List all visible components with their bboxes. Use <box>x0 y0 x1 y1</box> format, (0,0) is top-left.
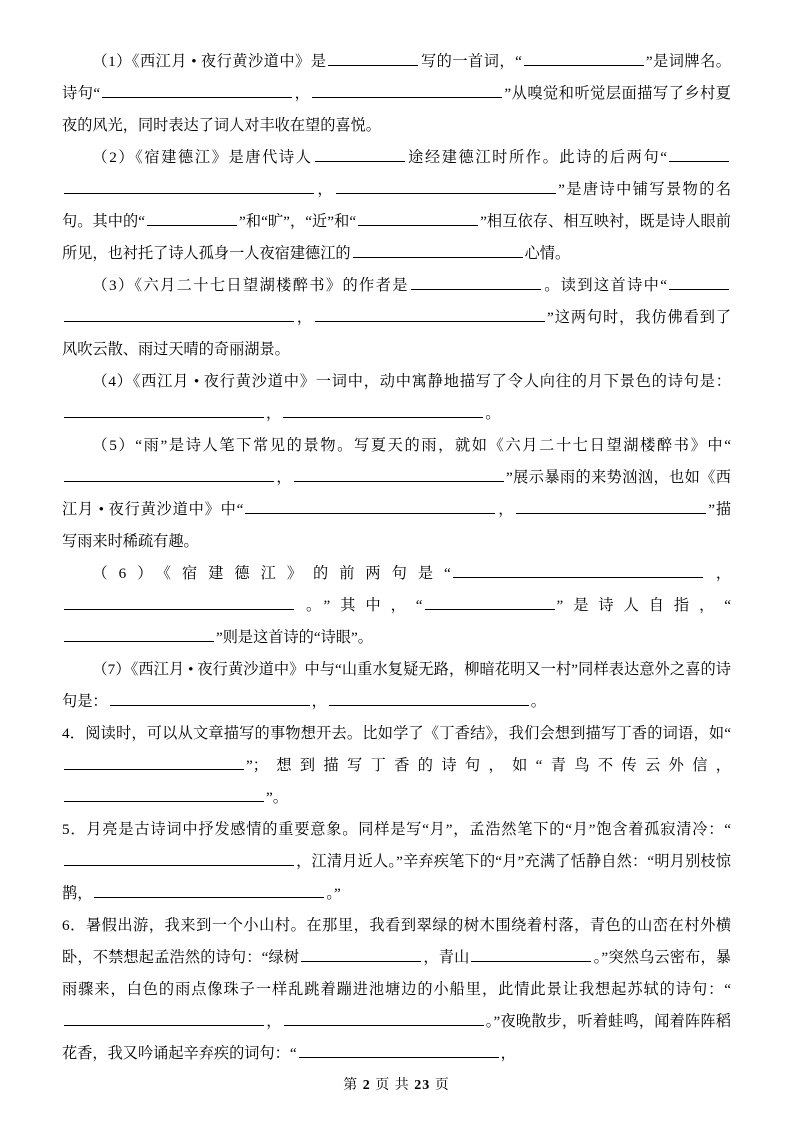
paragraph-text: 。”其中，“ <box>296 597 423 614</box>
answer-blank[interactable] <box>64 177 314 194</box>
paragraph-text: ”这两句时，我仿佛看到了风吹云散、雨过天晴的奇丽湖景。 <box>62 309 732 358</box>
answer-blank[interactable] <box>283 401 483 418</box>
paragraph-text: ”展示暴雨的来势汹汹，也如《西江月 • 夜行黄沙道中》中“ <box>62 469 731 518</box>
answer-blank[interactable] <box>524 49 644 66</box>
answer-blank[interactable] <box>411 273 541 290</box>
paragraph-text: ”。 <box>266 789 288 806</box>
paragraph-text: ， <box>316 181 335 198</box>
answer-blank[interactable] <box>516 497 706 514</box>
paragraph-text: ”相互依存、相互映衬，既是诗人眼前所见，也衬托了诗人孤身一人夜宿建德江的 <box>62 213 731 262</box>
paragraph-text: ， <box>294 85 311 102</box>
paragraph-text: （6）《宿建德江》的前两句是“ <box>92 565 451 582</box>
question-paragraph <box>62 46 731 142</box>
answer-blank[interactable] <box>301 945 421 962</box>
question-paragraph <box>62 430 731 558</box>
paragraph-text <box>731 277 746 294</box>
answer-blank[interactable] <box>315 305 545 322</box>
answer-blank[interactable] <box>471 945 591 962</box>
answer-blank[interactable] <box>245 497 495 514</box>
paragraph-text <box>731 149 746 166</box>
answer-blank[interactable] <box>358 209 478 226</box>
paragraph-text: ”是诗人自指，“ <box>556 597 732 614</box>
answer-blank[interactable] <box>64 625 214 642</box>
footer-total-pages: 23 <box>414 1078 431 1093</box>
paragraph-text: ， <box>266 405 282 422</box>
footer-prefix: 第 <box>343 1078 359 1093</box>
paragraph-text: ”是唐诗中铺写景物的名句。其中的“ <box>62 181 732 230</box>
paragraph-text: 5．月亮是古诗词中抒发感情的重要意象。同样是写“月”，孟浩然笔下的“月”饱含着孤寂清冷：“ <box>62 821 731 838</box>
paragraph-text: （7）《西江月 • 夜行黄沙道中》中与“山重水复疑无路，柳暗花明又一村”同样表达意外之喜的诗句是： <box>62 661 731 710</box>
answer-blank[interactable] <box>64 593 294 610</box>
answer-blank[interactable] <box>102 81 292 98</box>
answer-blank[interactable] <box>64 305 294 322</box>
paragraph-text: ”则是这首诗的“诗眼”。 <box>216 629 373 646</box>
answer-blank[interactable] <box>294 465 504 482</box>
paragraph-text: ， <box>266 1013 282 1030</box>
paragraph-text: 途经建德江时所作。此诗的后两句“ <box>406 149 667 166</box>
question-paragraph <box>62 718 731 814</box>
answer-blank[interactable] <box>64 1009 264 1026</box>
paragraph-text: ， <box>296 309 314 326</box>
answer-blank[interactable] <box>336 177 556 194</box>
question-paragraph <box>62 142 731 270</box>
answer-blank[interactable] <box>315 145 405 162</box>
paragraph-text: 。 <box>530 693 546 710</box>
footer-text <box>343 1074 450 1094</box>
question-paragraph <box>62 270 731 366</box>
paragraph-text: ， <box>311 693 327 710</box>
question-paragraph <box>62 814 731 910</box>
footer-page-number: 2 <box>362 1078 371 1093</box>
answer-blank[interactable] <box>64 849 294 866</box>
paragraph-text: 。” <box>326 885 341 902</box>
question-paragraph <box>62 654 731 718</box>
answer-blank[interactable] <box>64 465 274 482</box>
answer-blank[interactable] <box>328 49 418 66</box>
paragraph-text: 6．暑假出游，我来到一个小山村。在那里，我看到翠绿的树木围绕着村落，青色的山峦在村外横卧，不禁想起孟浩然的诗句：“绿树 <box>62 917 731 966</box>
footer-suffix: 页 <box>434 1078 450 1093</box>
paragraph-text: ，青山 <box>423 949 470 966</box>
paragraph-text: ，江清月近人。”辛弃疾笔下的“月”充满了恬静自然：“明月别枝惊鹊， <box>62 853 731 902</box>
paragraph-text: ， <box>497 501 515 518</box>
answer-blank[interactable] <box>147 209 237 226</box>
document-body <box>62 46 731 1070</box>
question-paragraph <box>62 910 731 1070</box>
answer-blank[interactable] <box>64 401 264 418</box>
paragraph-text: 。”突然乌云密布，暴雨骤来，白色的雨点像珠子一样乱跳着蹦进池塘边的小船里，此情此景让我想起苏轼的诗句：“ <box>62 949 731 998</box>
paragraph-text: ”从嗅觉和听觉层面描写了乡村夏夜的风光，同时表达了词人对丰收在望的喜悦。 <box>62 85 731 134</box>
answer-blank[interactable] <box>64 785 264 802</box>
paragraph-text: ”；想到描写丁香的诗句，如“青鸟不传云外信， <box>246 757 731 774</box>
paragraph-text: （2）《宿建德江》是唐代诗人 <box>92 149 313 166</box>
paragraph-text: ， <box>500 1045 516 1062</box>
paragraph-text: ”和“旷”，“近”和“ <box>239 213 357 230</box>
answer-blank[interactable] <box>453 561 703 578</box>
paragraph-text: （5）“雨”是诗人笔下常见的景物。写夏天的雨，就如《六月二十七日望湖楼醉书》中“ <box>92 437 731 454</box>
answer-blank[interactable] <box>110 689 310 706</box>
paragraph-text: 。读到这首诗中“ <box>542 277 667 294</box>
paragraph-text: （4）《西江月 • 夜行黄沙道中》一词中，动中寓静地描写了令人向往的月下景色的诗句是： <box>92 373 731 390</box>
paragraph-text: ， <box>276 469 292 486</box>
paragraph-text: ”是词牌名。诗句“ <box>62 53 731 102</box>
paragraph-text: （1）《西江月 • 夜行黄沙道中》是 <box>92 53 327 70</box>
question-paragraph <box>62 558 731 654</box>
answer-blank[interactable] <box>299 1041 499 1058</box>
answer-blank[interactable] <box>425 593 555 610</box>
paragraph-text: ， <box>704 565 731 582</box>
paragraph-text: （3）《六月二十七日望湖楼醉书》的作者是 <box>92 277 409 294</box>
answer-blank[interactable] <box>284 1009 484 1026</box>
footer-middle: 页 共 <box>375 1078 410 1093</box>
paragraph-text: 4．阅读时，可以从文章描写的事物想开去。比如学了《丁香结》，我们会想到描写丁香的词语，如“ <box>62 725 731 742</box>
paragraph-text: 写的一首词，“ <box>420 53 522 70</box>
answer-blank[interactable] <box>669 145 729 162</box>
answer-blank[interactable] <box>353 241 523 258</box>
paragraph-text: 心情。 <box>524 245 571 262</box>
answer-blank[interactable] <box>94 881 324 898</box>
paragraph-text: ”描写雨来时稀疏有趣。 <box>62 501 732 550</box>
question-paragraph <box>62 366 731 430</box>
page-footer <box>0 1074 793 1094</box>
answer-blank[interactable] <box>312 81 502 98</box>
answer-blank[interactable] <box>64 753 244 770</box>
paragraph-text: 。”夜晚散步，听着蛙鸣，闻着阵阵稻花香，我又吟诵起辛弃疾的词句：“ <box>62 1013 731 1062</box>
answer-blank[interactable] <box>669 273 729 290</box>
paragraph-text: 。 <box>485 405 501 422</box>
answer-blank[interactable] <box>329 689 529 706</box>
